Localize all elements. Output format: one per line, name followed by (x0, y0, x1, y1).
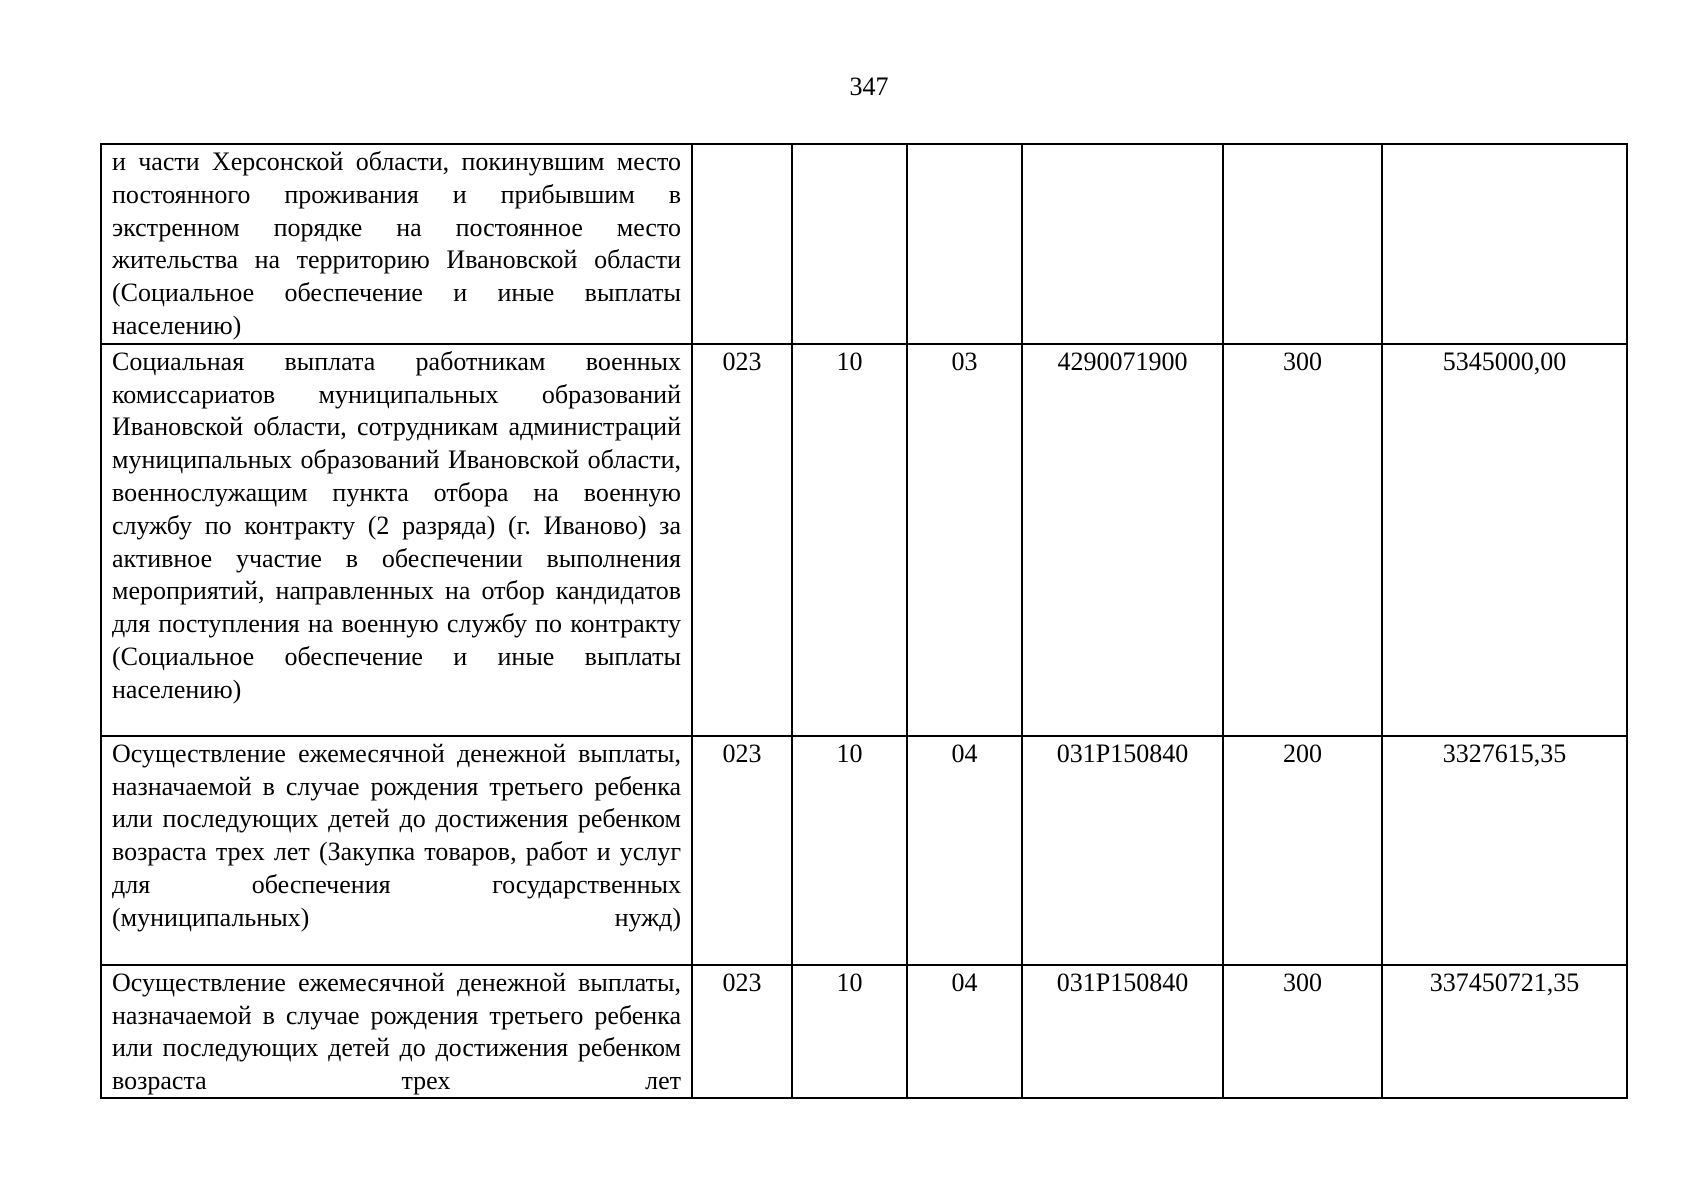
row-description: Социальная выплата работникам военных комиссариатов муниципальных образований Ивановской области, сотрудникам администраций муниципальных образований Ивановской области, военнослужащим пункта отбора на военную службу по контракту (2 разряда) (г. Иваново) за активное участие в обеспечении выполнения мероприятий, направленных на отбор кандидатов для поступления на военную службу по контракту (Социальное обеспечение и иные выплаты населению) (101, 344, 692, 736)
ministry-code (692, 144, 792, 344)
ministry-code: 023 (692, 736, 792, 965)
table-row (101, 344, 1627, 736)
section-code: 10 (792, 965, 907, 1098)
subsection-code (907, 144, 1022, 344)
section-code: 10 (792, 344, 907, 736)
page-number: 347 (849, 72, 889, 101)
section-code: 10 (792, 736, 907, 965)
budget-table (100, 143, 1628, 1099)
target-article-code: 4290071900 (1022, 344, 1223, 736)
amount-value (1382, 144, 1627, 344)
ministry-code: 023 (692, 965, 792, 1098)
subsection-code: 04 (907, 736, 1022, 965)
amount-value: 5345000,00 (1382, 344, 1627, 736)
row-description-cell (101, 965, 692, 1098)
amount-value: 3327615,35 (1382, 736, 1627, 965)
amount-value: 337450721,35 (1382, 965, 1627, 1098)
expense-type-code: 300 (1223, 344, 1382, 736)
target-article-code: 031P150840 (1022, 736, 1223, 965)
row-description: Осуществление ежемесячной денежной выплаты, назначаемой в случае рождения третьего ребенка или последующих детей до достижения ребенком возраста трех лет (Закупка товаров, работ и услуг для обеспечения государственных (муниципальных) нужд) (101, 736, 692, 965)
table-row (101, 736, 1627, 965)
expense-type-code (1223, 144, 1382, 344)
table-row (101, 965, 1627, 1098)
subsection-code: 04 (907, 965, 1022, 1098)
table-row (101, 144, 1627, 344)
target-article-code: 031P150840 (1022, 965, 1223, 1098)
ministry-code: 023 (692, 344, 792, 736)
section-code (792, 144, 907, 344)
expense-type-code: 200 (1223, 736, 1382, 965)
subsection-code: 03 (907, 344, 1022, 736)
row-description: Осуществление ежемесячной денежной выплаты, назначаемой в случае рождения третьего ребенка или последующих детей до достижения ребенком возраста трех лет (112, 967, 681, 1096)
expense-type-code: 300 (1223, 965, 1382, 1098)
row-description: и части Херсонской области, покинувшим место постоянного проживания и прибывшим в экстренном порядке на постоянное место жительства на территорию Ивановской области (Социальное обеспечение и иные выплаты населению) (101, 144, 692, 344)
target-article-code (1022, 144, 1223, 344)
